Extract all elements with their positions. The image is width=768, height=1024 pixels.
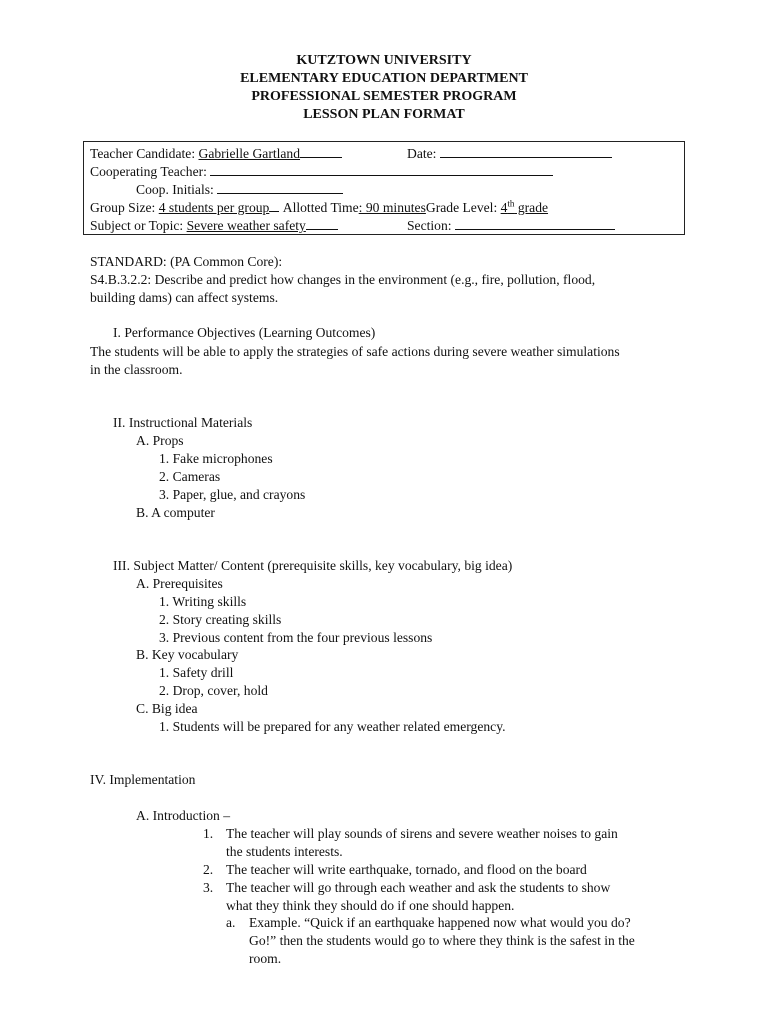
coop-teacher-blank xyxy=(210,162,553,176)
subject-row xyxy=(90,216,338,235)
teacher-label: Teacher Candidate: xyxy=(90,146,199,161)
example-line1: Example. “Quick if an earthquake happened now what would you do? xyxy=(249,915,631,930)
teacher-blank xyxy=(300,144,342,158)
coop-teacher-label: Cooperating Teacher: xyxy=(90,164,211,179)
group-row xyxy=(90,198,548,217)
materials-heading: II. Instructional Materials xyxy=(113,415,253,430)
coop-initials-row xyxy=(136,180,343,199)
section-row xyxy=(407,216,615,235)
time-label: Allotted Time xyxy=(282,200,359,215)
subject-matter-heading: III. Subject Matter/ Content (prerequisite skills, key vocabulary, big idea) xyxy=(113,558,513,573)
list-item: 3. Paper, glue, and crayons xyxy=(159,487,306,502)
list-item: 1. Safety drill xyxy=(159,665,234,680)
introduction-label: A. Introduction – xyxy=(136,808,231,823)
objectives-text-line1: The students will be able to apply the strategies of safe actions during severe weather simulations xyxy=(90,344,620,359)
teacher-candidate-row xyxy=(90,144,342,163)
list-item: 1. Fake microphones xyxy=(159,451,273,466)
standard-text-line2: building dams) can affect systems. xyxy=(90,290,279,305)
standard-heading: STANDARD: (PA Common Core): xyxy=(90,254,283,269)
grade-value xyxy=(501,200,548,215)
teacher-value: Gabrielle Gartland xyxy=(198,146,301,161)
intro-item1-line2: the students interests. xyxy=(226,844,343,859)
section-blank xyxy=(455,216,615,230)
group-label: Group Size: xyxy=(90,200,159,215)
date-row xyxy=(407,144,612,163)
list-item: 2. Story creating skills xyxy=(159,612,282,627)
example-line2: Go!” then the students would go to where they think is the safest in the xyxy=(249,933,635,948)
coop-initials-blank xyxy=(217,180,343,194)
item-number: 2. xyxy=(203,862,214,877)
intro-item3-line1: The teacher will go through each weather and ask the students to show xyxy=(226,880,611,895)
section-label: Section: xyxy=(407,218,455,233)
grade-superscript: th xyxy=(507,198,515,209)
objectives-heading: I. Performance Objectives (Learning Outcomes) xyxy=(113,325,376,340)
university-title: KUTZTOWN UNIVERSITY xyxy=(296,53,472,68)
group-blank xyxy=(269,198,279,212)
list-item: 3. Previous content from the four previous lessons xyxy=(159,630,433,645)
objectives-text-line2: in the classroom. xyxy=(90,362,183,377)
list-item: 2. Drop, cover, hold xyxy=(159,683,268,698)
group-value: 4 students per group xyxy=(158,200,270,215)
time-value: : 90 minutes xyxy=(358,200,426,215)
example-line3: room. xyxy=(249,951,282,966)
date-blank xyxy=(440,144,612,158)
subject-matter-c-label: C. Big idea xyxy=(136,701,198,716)
list-item: 2. Cameras xyxy=(159,469,221,484)
subject-label: Subject or Topic: xyxy=(90,218,187,233)
date-label: Date: xyxy=(407,146,440,161)
grade-number: 4 xyxy=(500,200,508,215)
subject-matter-a-label: A. Prerequisites xyxy=(136,576,223,591)
intro-item2-line1: The teacher will write earthquake, tornado, and flood on the board xyxy=(226,862,587,877)
subject-value: Severe weather safety xyxy=(186,218,306,233)
grade-suffix: grade xyxy=(514,200,549,215)
department-title: ELEMENTARY EDUCATION DEPARTMENT xyxy=(240,71,528,86)
format-title: LESSON PLAN FORMAT xyxy=(303,107,465,122)
intro-item1-line1: The teacher will play sounds of sirens and severe weather noises to gain xyxy=(226,826,618,841)
sub-item-label: a. xyxy=(226,915,236,930)
cooperating-teacher-row xyxy=(90,162,553,181)
materials-a-label: A. Props xyxy=(136,433,184,448)
list-item: 1. Writing skills xyxy=(159,594,247,609)
item-number: 3. xyxy=(203,880,214,895)
grade-label: Grade Level: xyxy=(425,200,501,215)
coop-initials-label: Coop. Initials: xyxy=(136,182,218,197)
program-title: PROFESSIONAL SEMESTER PROGRAM xyxy=(251,89,517,104)
list-item: 1. Students will be prepared for any weather related emergency. xyxy=(159,719,506,734)
implementation-heading: IV. Implementation xyxy=(90,772,196,787)
materials-b-label: B. A computer xyxy=(136,505,215,520)
subject-matter-b-label: B. Key vocabulary xyxy=(136,647,239,662)
standard-text-line1: S4.B.3.2.2: Describe and predict how changes in the environment (e.g., fire, pollution, flood, xyxy=(90,272,596,287)
subject-blank xyxy=(306,216,338,230)
item-number: 1. xyxy=(203,826,214,841)
intro-item3-line2: what they think they should do if one should happen. xyxy=(226,898,515,913)
